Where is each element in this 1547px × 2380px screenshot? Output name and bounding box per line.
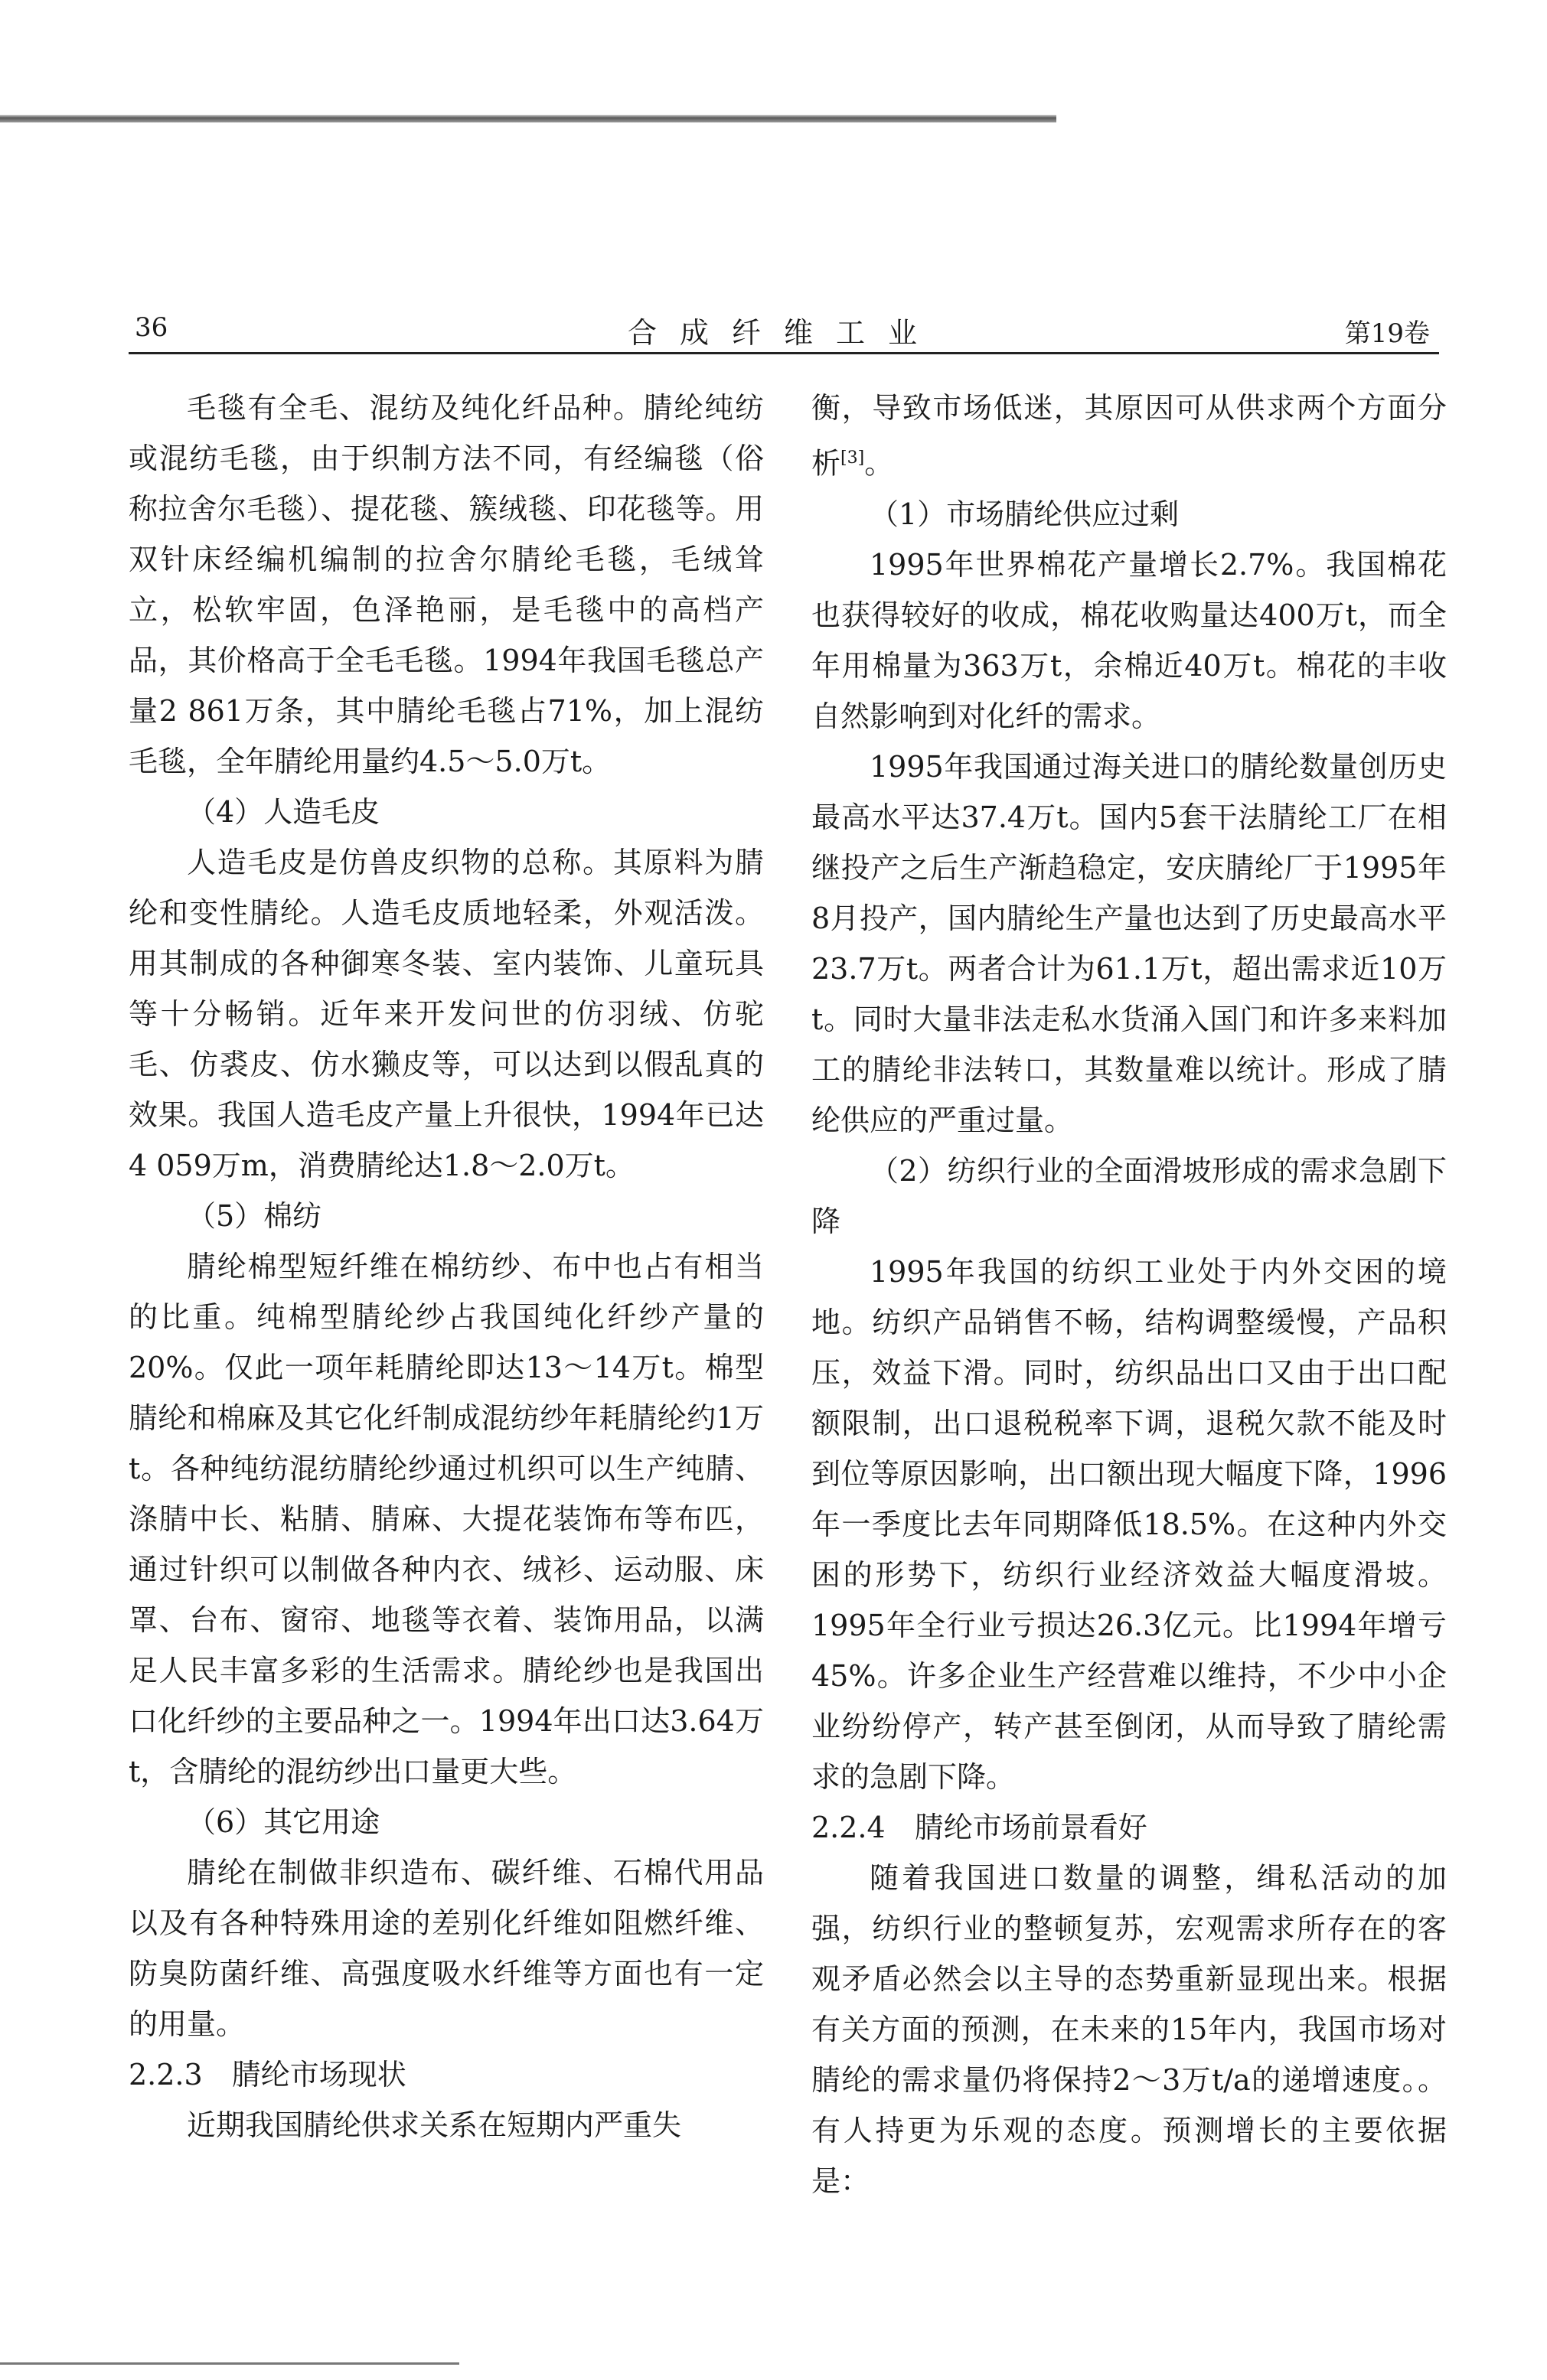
section-heading: 2.2.3 腈纶市场现状 <box>129 2058 406 2091</box>
paragraph: 人造毛皮是仿兽皮织物的总称。其原料为腈纶和变性腈纶。人造毛皮质地轻柔，外观活泼。用其制成的各种御寒冬装、室内装饰、儿童玩具等十分畅销。近年来开发问世的仿羽绒、仿驼毛、仿裘皮、仿水獭皮等，可以达到以假乱真的效果。我国人造毛皮产量上升很快，1994年已达4 059万m，消费腈纶达1.8～2.0万t。 <box>129 846 764 1182</box>
subsection-heading: （6）其它用途 <box>187 1805 380 1839</box>
paragraph: 腈纶棉型短纤维在棉纺纱、布中也占有相当的比重。纯棉型腈纶纱占我国纯化纤纱产量的20%。仅此一项年耗腈纶即达13～14万t。棉型腈纶和棉麻及其它化纤制成混纺纱年耗腈纶约1万t。各种纯纺混纺腈纶纱通过机织可以生产纯腈、涤腈中长、粘腈、腈麻、大提花装饰布等布匹，通过针织可以制做各种内衣、绒衫、运动服、床罩、台布、窗帘、地毯等衣着、装饰用品，以满足人民丰富多彩的生活需求。腈纶纱也是我国出口化纤纱的主要品种之一。1994年出口达3.64万t，含腈纶的混纺纱出口量更大些。 <box>129 1250 764 1788</box>
running-header <box>129 306 1439 354</box>
subsection-heading: （5）棉纺 <box>187 1199 322 1233</box>
paragraph: 1995年我国通过海关进口的腈纶数量创历史最高水平达37.4万t。国内5套干法腈纶工厂在相继投产之后生产渐趋稳定，安庆腈纶厂于1995年8月投产，国内腈纶生产量也达到了历史最高水平23.7万t。两者合计为61.1万t，超出需求近10万t。同时大量非法走私水货涌入国门和许多来料加工的腈纶非法转口，其数量难以统计。形成了腈纶供应的严重过量。 <box>811 749 1447 1137</box>
volume-label: 第19卷 <box>1344 318 1430 349</box>
scan-artifact-bottom <box>0 2362 459 2365</box>
paragraph: 腈纶在制做非织造布、碳纤维、石棉代用品以及有各种特殊用途的差别化纤维如阻燃纤维、防臭防菌纤维、高强度吸水纤维等方面也有一定的用量。 <box>129 1856 764 2041</box>
left-column <box>129 383 764 2150</box>
scan-artifact-top <box>0 115 1056 122</box>
paragraph: 近期我国腈纶供求关系在短期内严重失 <box>187 2108 682 2142</box>
citation: [3] <box>840 448 865 468</box>
subsection-heading: （4）人造毛皮 <box>187 795 380 829</box>
subsection-heading: （1）市场腈纶供应过剩 <box>870 497 1180 531</box>
page-number: 36 <box>135 312 168 343</box>
paragraph: 1995年世界棉花产量增长2.7%。我国棉花也获得较好的收成，棉花收购量达400万t，而全年用棉量为363万t，余棉近40万t。棉花的丰收自然影响到对化纤的需求。 <box>811 547 1447 733</box>
paragraph-continued <box>811 383 1447 489</box>
subsection-heading: （2）纺织行业的全面滑坡形成的需求急剧下降 <box>811 1153 1447 1238</box>
journal-title: 合成纤维工业 <box>627 316 940 350</box>
continued-tail: 。 <box>864 446 894 481</box>
right-column <box>811 383 1447 2206</box>
section-heading: 2.2.4 腈纶市场前景看好 <box>811 1810 1147 1844</box>
paragraph: 随着我国进口数量的调整，缉私活动的加强，纺织行业的整顿复苏，宏观需求所存在的客观矛盾必然会以主导的态势重新显现出来。根据有关方面的预测，在未来的15年内，我国市场对腈纶的需求量仍将保持2～3万t/a的递增速度。。有人持更为乐观的态度。预测增长的主要依据是： <box>811 1860 1447 2198</box>
paragraph: 毛毯有全毛、混纺及纯化纤品种。腈纶纯纺或混纺毛毯，由于织制方法不同，有经编毯（俗称拉舍尔毛毯）、提花毯、簇绒毯、印花毯等。用双针床经编机编制的拉舍尔腈纶毛毯，毛绒耸立，松软牢固，色泽艳丽，是毛毯中的高档产品，其价格高于全毛毛毯。1994年我国毛毯总产量2 861万条，其中腈纶毛毯占71%，加上混纺毛毯，全年腈纶用量约4.5～5.0万t。 <box>129 391 764 778</box>
continued-text: 衡，导致市场低迷，其原因可从供求两个方面分析 <box>811 391 1447 481</box>
paragraph: 1995年我国的纺织工业处于内外交困的境地。纺织产品销售不畅，结构调整缓慢，产品积压，效益下滑。同时，纺织品出口又由于出口配额限制，出口退税税率下调，退税欠款不能及时到位等原因影响，出口额出现大幅度下降，1996年一季度比去年同期降低18.5%。在这种内外交困的形势下，纺织行业经济效益大幅度滑坡。1995年全行业亏损达26.3亿元。比1994年增亏45%。许多企业生产经营难以维持，不少中小企业纷纷停产，转产甚至倒闭，从而导致了腈纶需求的急剧下降。 <box>811 1254 1447 1794</box>
